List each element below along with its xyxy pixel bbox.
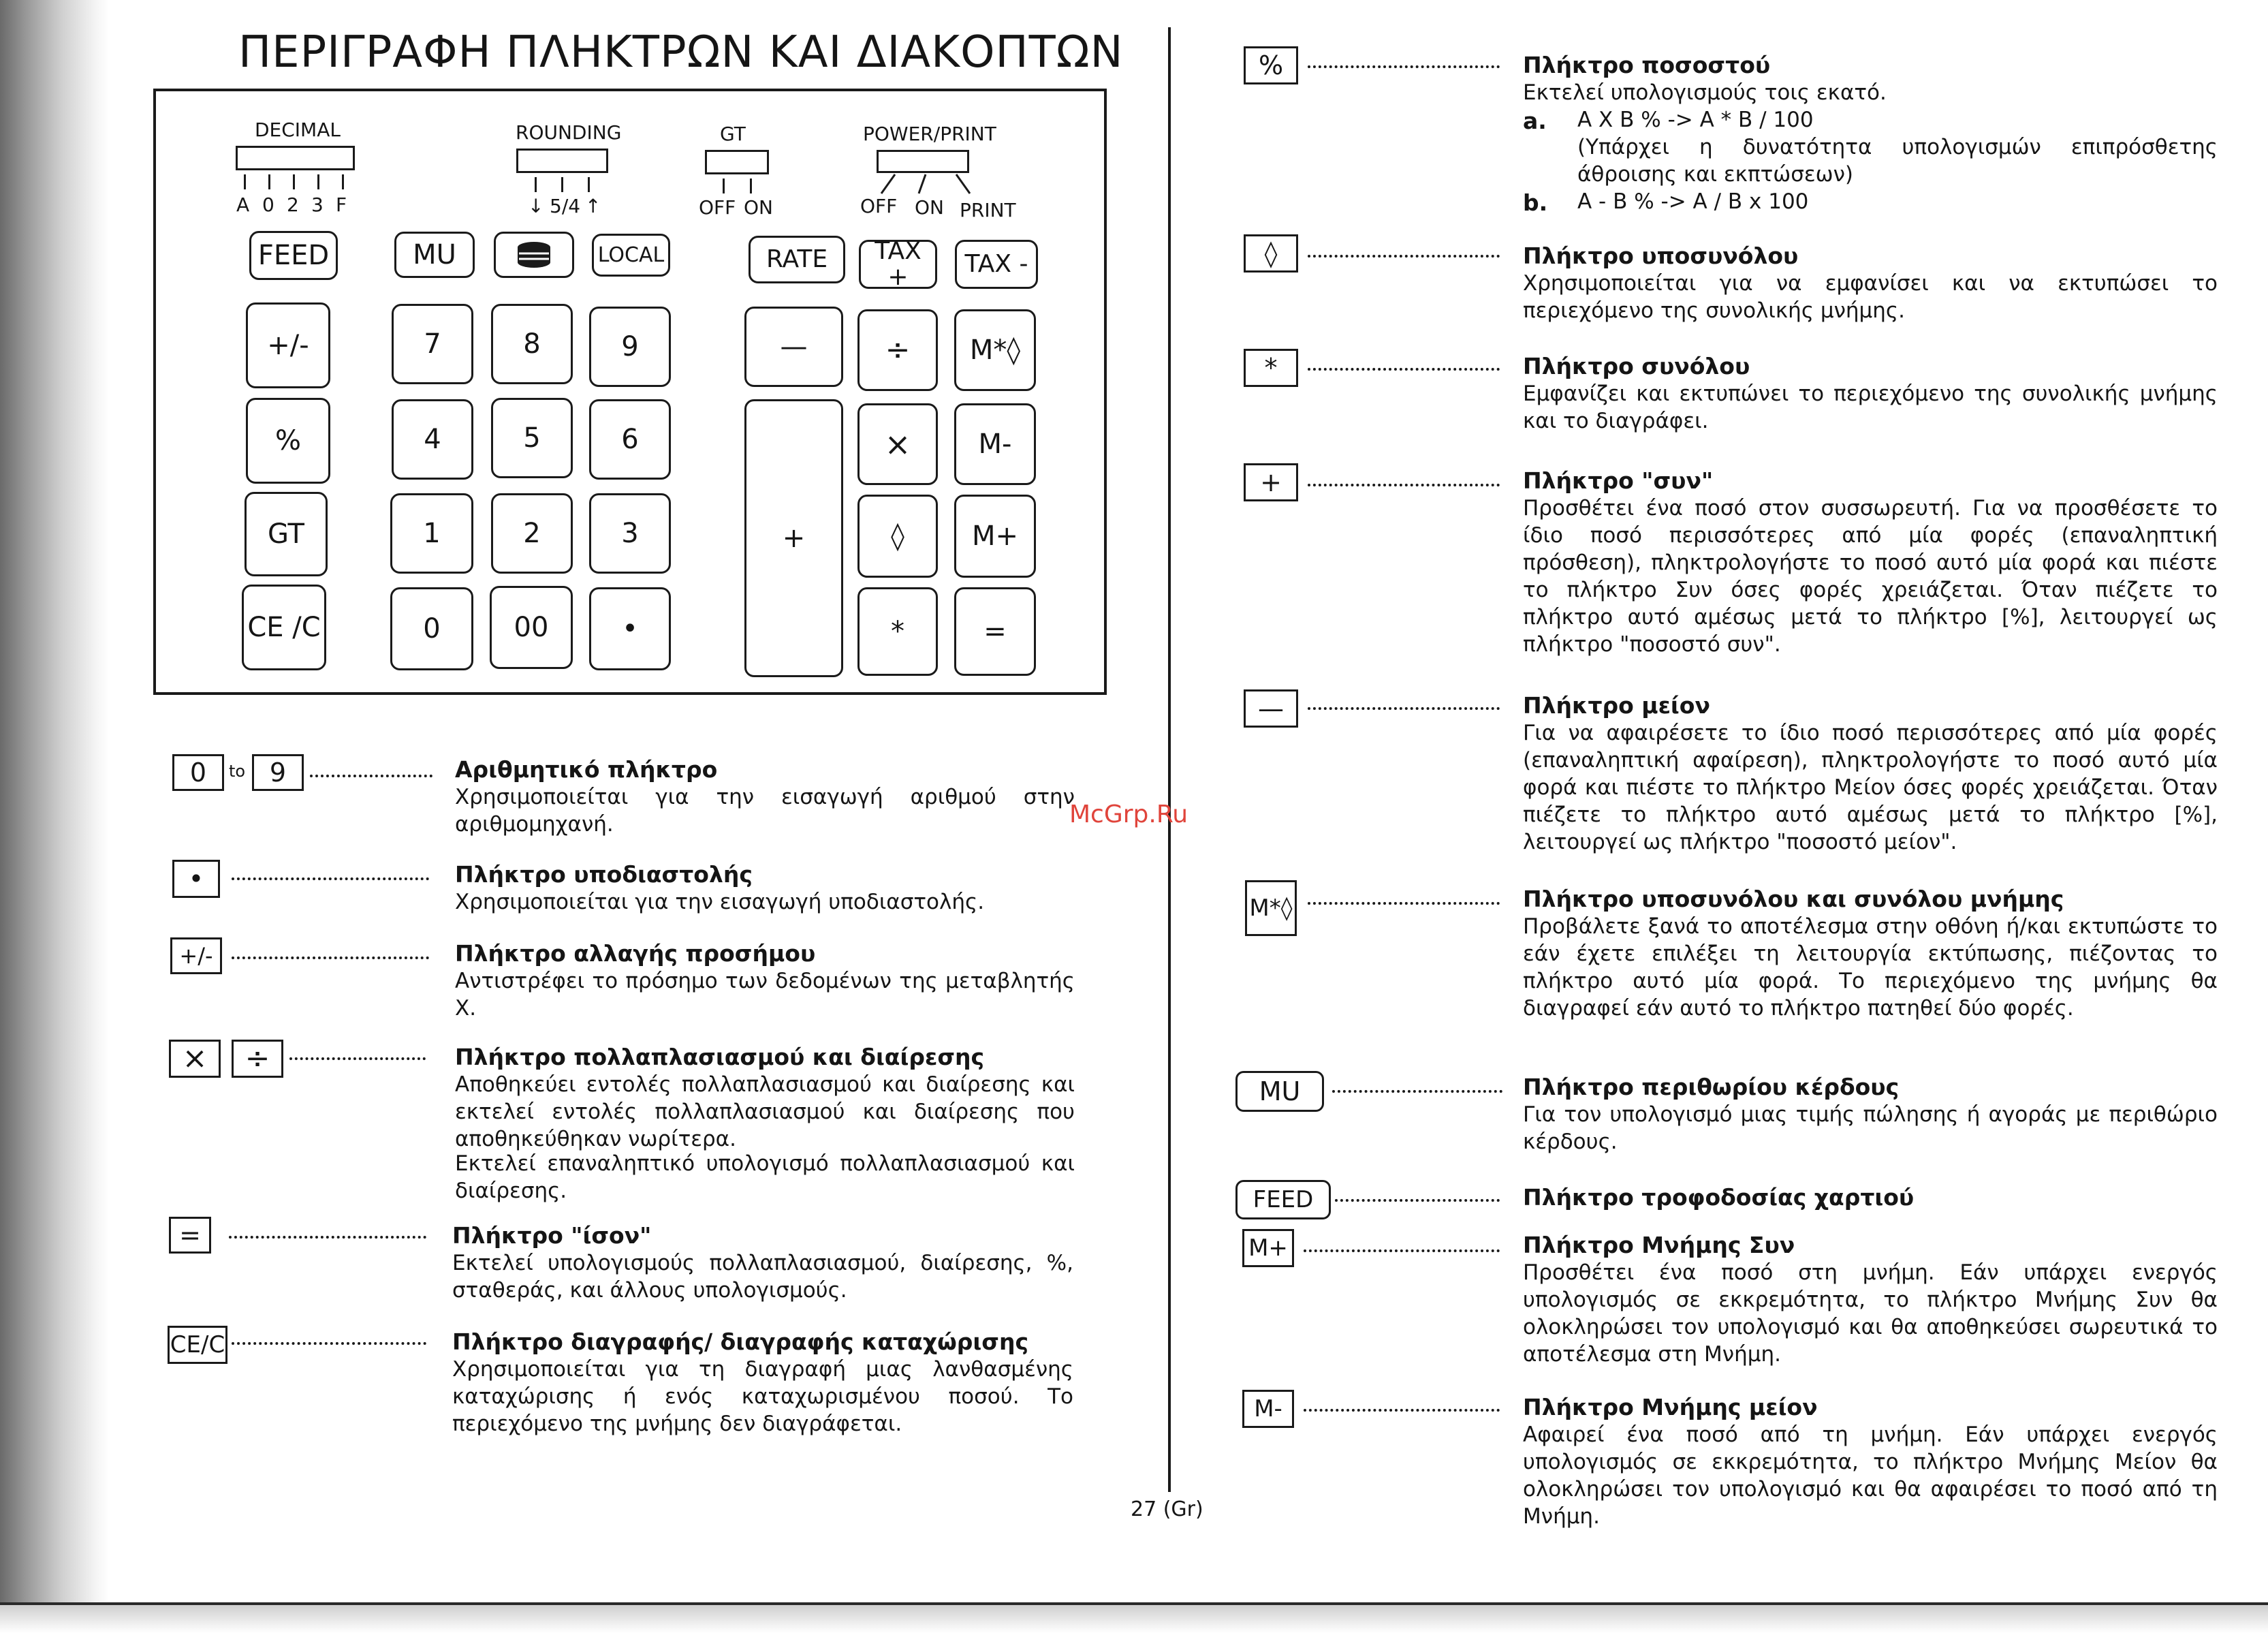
watermark: McGrp.Ru: [1069, 800, 1188, 828]
clear-entry-icon: CE/C: [168, 1326, 227, 1364]
digit-nine-icon: 9: [252, 754, 304, 791]
plus-key-title: Πλήκτρο "συν": [1523, 467, 1714, 494]
percent-key-desc: Εκτελεί υπολογισμούς τοις εκατό.: [1523, 80, 1887, 105]
key-3[interactable]: 3: [589, 493, 671, 574]
gt-pos-on: ON: [744, 196, 773, 219]
plus-key-desc: Προσθέτει ένα ποσό στον συσσωρευτή. Για να προσθέσετε το ίδιο ποσό περισσότερες από μία φορές (επαναληπτική πρόσθεση), πληκτρολογήστε το ποσό αυτό μία φορά και πιέστε το πλήκτρο Συν όσες φορές χρειάζεται. Όταν πιέζετε το πλήκτρο αυτό αμέσως μετά το πλήκτρο [%], λειτουργεί ως πλήκτρο "ποσοστό συν".: [1523, 496, 2218, 657]
numeric-key-desc: Χρησιμοποιείται για την εισαγωγή αριθμού στην αριθμομηχανή.: [455, 785, 1075, 837]
subtotal-key-title: Πλήκτρο υποσυνόλου: [1523, 243, 1799, 269]
key-diamond[interactable]: ◊: [857, 495, 938, 578]
diamond-icon: ◊: [1244, 234, 1298, 273]
memory-minus-key-title: Πλήκτρο Μνήμης μείον: [1523, 1394, 1818, 1420]
percent-a-label: a.: [1523, 108, 1547, 134]
muldiv-key-title: Πλήκτρο πολλαπλασιασμού και διαίρεσης: [455, 1044, 985, 1070]
decimal-switch: [236, 146, 355, 170]
power-pos-off: OFF: [860, 195, 898, 217]
key-mu[interactable]: MU: [394, 232, 475, 278]
key-00[interactable]: 00: [490, 586, 573, 669]
decimal-key-title: Πλήκτρο υποδιαστολής: [455, 861, 753, 888]
memory-minus-icon: M-: [1242, 1390, 1294, 1428]
sign-key-title: Πλήκτρο αλλαγής προσήμου: [455, 940, 816, 967]
key-gt[interactable]: GT: [245, 492, 328, 576]
minus-key-desc: Για να αφαιρέσετε το ίδιο ποσό περισσότερες από μία φορές (επαναληπτική αφαίρεση), πληκτρολογήστε το ποσό αυτό μία φορά και πιέστε το πλήκτρο Μείον όσες φορές χρειάζεται. Όταν πιέζετε το πλήκτρο αυτό αμέσως μετά το πλήκτρο [%], λειτουργεί ως πλήκτρο "ποσοστό μείον".: [1523, 721, 2218, 854]
power-switch-leads: [864, 173, 987, 198]
key-divide[interactable]: ÷: [857, 309, 938, 391]
numeric-key-title: Αριθμητικό πλήκτρο: [455, 756, 718, 783]
memory-total-icon: M*◊: [1245, 880, 1297, 936]
plus-minus-icon: +/-: [170, 937, 222, 974]
total-key-desc: Εμφανίζει και εκτυπώνει το περιεχόμενο της συνολικής μνήμης και το διαγράφει.: [1523, 382, 2218, 433]
memory-total-key-title: Πλήκτρο υποσυνόλου και συνόλου μνήμης: [1523, 886, 2064, 912]
rounding-switch: [516, 149, 608, 173]
decimal-point-icon: •: [172, 860, 220, 898]
page-title: ΠΕΡΙΓΡΑΦΗ ΠΛΗΚΤΡΩΝ ΚΑΙ ΔΙΑΚΟΠΤΩΝ: [238, 27, 1124, 78]
key-dot[interactable]: •: [589, 587, 671, 670]
memory-plus-icon: M+: [1242, 1229, 1294, 1267]
divide-icon: ÷: [232, 1040, 283, 1078]
keyboard-diagram: [153, 89, 1107, 695]
key-6[interactable]: 6: [589, 399, 671, 480]
star-icon: *: [1244, 349, 1298, 387]
decimal-pos-f: F: [336, 193, 347, 216]
key-9[interactable]: 9: [589, 307, 671, 387]
muldiv-key-desc: Αποθηκεύει εντολές πολλαπλασιασμού και διαίρεσης και εκτελεί εντολές πολλαπλασιασμού και διαίρεσης που αποθηκεύθηκαν νωρίτερα.: [455, 1072, 1075, 1151]
rounding-pos-up: ↑: [585, 195, 601, 217]
percent-b-label: b.: [1523, 189, 1548, 216]
equals-icon: =: [169, 1217, 211, 1254]
bottom-shade: [0, 1605, 2268, 1633]
decimal-switch-label: DECIMAL: [255, 119, 341, 141]
scan-spine-shadow: [0, 0, 109, 1608]
key-2[interactable]: 2: [491, 493, 573, 574]
minus-icon: —: [1244, 689, 1298, 728]
key-tax-plus[interactable]: TAX +: [859, 240, 937, 289]
key-tax-minus[interactable]: TAX -: [955, 240, 1038, 289]
feed-key-title: Πλήκτρο τροφοδοσίας χαρτιού: [1523, 1184, 1915, 1211]
key-feed[interactable]: FEED: [249, 231, 338, 280]
memory-plus-key-desc: Προσθέτει ένα ποσό στη μνήμη. Εάν υπάρχει ενεργός υπολογισμός σε εκκρεμότητα, το πλήκτρο Μνήμης Συν θα ολοκληρώσει τον υπολογισμό και θα αποθηκεύσει σωρευτικά το αποτέλεσμα στη Μνήμη.: [1523, 1260, 2218, 1367]
gt-switch-label: GT: [720, 123, 746, 145]
key-5[interactable]: 5: [491, 398, 573, 478]
to-label: to: [229, 762, 246, 781]
power-pos-on: ON: [915, 196, 944, 219]
sign-key-desc: Αντιστρέφει το πρόσημο των δεδομένων της μεταβλητής Χ.: [455, 969, 1075, 1021]
rounding-pos-54: 5/4: [550, 195, 581, 217]
power-pos-print: PRINT: [960, 199, 1016, 221]
feed-icon: FEED: [1235, 1180, 1331, 1219]
decimal-pos-0: 0: [262, 193, 274, 216]
key-rate[interactable]: RATE: [749, 236, 845, 283]
digit-zero-icon: 0: [172, 754, 224, 791]
markup-key-title: Πλήκτρο περιθωρίου κέρδους: [1523, 1074, 1900, 1100]
key-star[interactable]: *: [857, 587, 938, 676]
percent-b-formula: A - B % -> A / B x 100: [1577, 189, 1809, 214]
page-number: 27 (Gr): [1131, 1497, 1203, 1521]
decimal-pos-a: A: [236, 193, 250, 216]
percent-key-title: Πλήκτρο ποσοστού: [1523, 52, 1771, 78]
power-switch-label: POWER/PRINT: [863, 123, 996, 145]
rounding-switch-label: ROUNDING: [516, 121, 622, 144]
key-4[interactable]: 4: [392, 399, 473, 480]
gt-pos-off: OFF: [699, 196, 736, 219]
decimal-pos-3: 3: [311, 193, 324, 216]
plus-icon: +: [1244, 463, 1298, 501]
mu-icon: MU: [1235, 1071, 1324, 1112]
equals-key-desc: Εκτελεί υπολογισμούς πολλαπλασιασμού, διαίρεσης, %, σταθεράς, και άλλους υπολογισμούς.: [452, 1251, 1073, 1303]
column-divider: [1168, 27, 1171, 1492]
muldiv-key-desc2: Εκτελεί επαναληπτικό υπολογισμό πολλαπλασιασμού και διαίρεσης.: [455, 1151, 1075, 1203]
key-equals[interactable]: =: [954, 587, 1036, 676]
memory-total-key-desc: Προβάλετε ξανά το αποτέλεσμα στην οθόνη ή/και εκτυπώστε το εάν έχετε επιλέξει τη λειτουργία εκτύπωσης, πιέζοντας το πλήκτρο αυτό μία φορά. Το περιεχόμενο της μνήμης θα διαγραφεί εάν αυτό το πλήκτρο πατηθεί δύο φορές.: [1523, 914, 2218, 1021]
key-local[interactable]: LOCAL: [592, 234, 670, 277]
key-7[interactable]: 7: [392, 304, 473, 384]
markup-key-desc: Για τον υπολογισμό μιας τιμής πώλησης ή αγοράς με περιθώριο κέρδους.: [1523, 1102, 2218, 1154]
key-1[interactable]: 1: [390, 493, 473, 574]
gt-switch: [705, 150, 769, 174]
memory-minus-key-desc: Αφαιρεί ένα ποσό από τη μνήμη. Εάν υπάρχει ενεργός υπολογισμός σε εκκρεμότητα, το πλήκτρο Μνήμης Μείον θα ολοκληρώσει τον υπολογισμό και θα αφαιρέσει το ποσό από τη Μνήμη.: [1523, 1422, 2218, 1529]
clear-key-desc: Χρησιμοποιείται για τη διαγραφή μιας λανθασμένης καταχώρισης ή ενός καταχωρισμένου ποσού. Το περιεχόμενο της μνήμης δεν διαγράφεται.: [452, 1357, 1073, 1436]
power-switch: [877, 150, 969, 173]
percent-icon: %: [1244, 46, 1298, 84]
key-0[interactable]: 0: [390, 587, 473, 670]
key-multiply[interactable]: ×: [857, 403, 938, 485]
key-mplus[interactable]: M+: [954, 495, 1036, 578]
decimal-key-desc: Χρησιμοποιείται για την εισαγωγή υποδιαστολής.: [455, 890, 985, 914]
key-mstar[interactable]: M*◊: [954, 309, 1036, 391]
memory-plus-key-title: Πλήκτρο Μνήμης Συν: [1523, 1232, 1795, 1258]
key-percent[interactable]: %: [246, 398, 330, 484]
coin-stack-icon: [514, 239, 554, 270]
key-plus[interactable]: +: [744, 399, 843, 677]
clear-key-title: Πλήκτρο διαγραφής/ διαγραφής καταχώρισης: [452, 1328, 1029, 1355]
key-ce[interactable]: CE /C: [242, 585, 326, 670]
percent-a-note: (Υπάρχει η δυνατότητα υπολογισμών επιπρόσθετης άθροισης και εκπτώσεων): [1577, 135, 2218, 187]
equals-key-title: Πλήκτρο "ίσον": [452, 1222, 652, 1249]
subtotal-key-desc: Χρησιμοποιείται για να εμφανίσει και να εκτυπώσει το περιεχόμενο της συνολικής μνήμης.: [1523, 271, 2218, 323]
total-key-title: Πλήκτρο συνόλου: [1523, 353, 1750, 379]
percent-a-formula: A X B % -> A * B / 100: [1577, 108, 1814, 132]
rounding-pos-down: ↓: [528, 195, 544, 217]
decimal-pos-2: 2: [287, 193, 299, 216]
key-8[interactable]: 8: [491, 304, 573, 384]
multiply-icon: ×: [169, 1040, 221, 1078]
key-minus[interactable]: —: [744, 307, 843, 387]
minus-key-title: Πλήκτρο μείον: [1523, 692, 1710, 719]
key-mminus[interactable]: M-: [954, 403, 1036, 485]
key-coins[interactable]: [494, 232, 574, 278]
key-plus-minus[interactable]: +/-: [246, 302, 330, 388]
